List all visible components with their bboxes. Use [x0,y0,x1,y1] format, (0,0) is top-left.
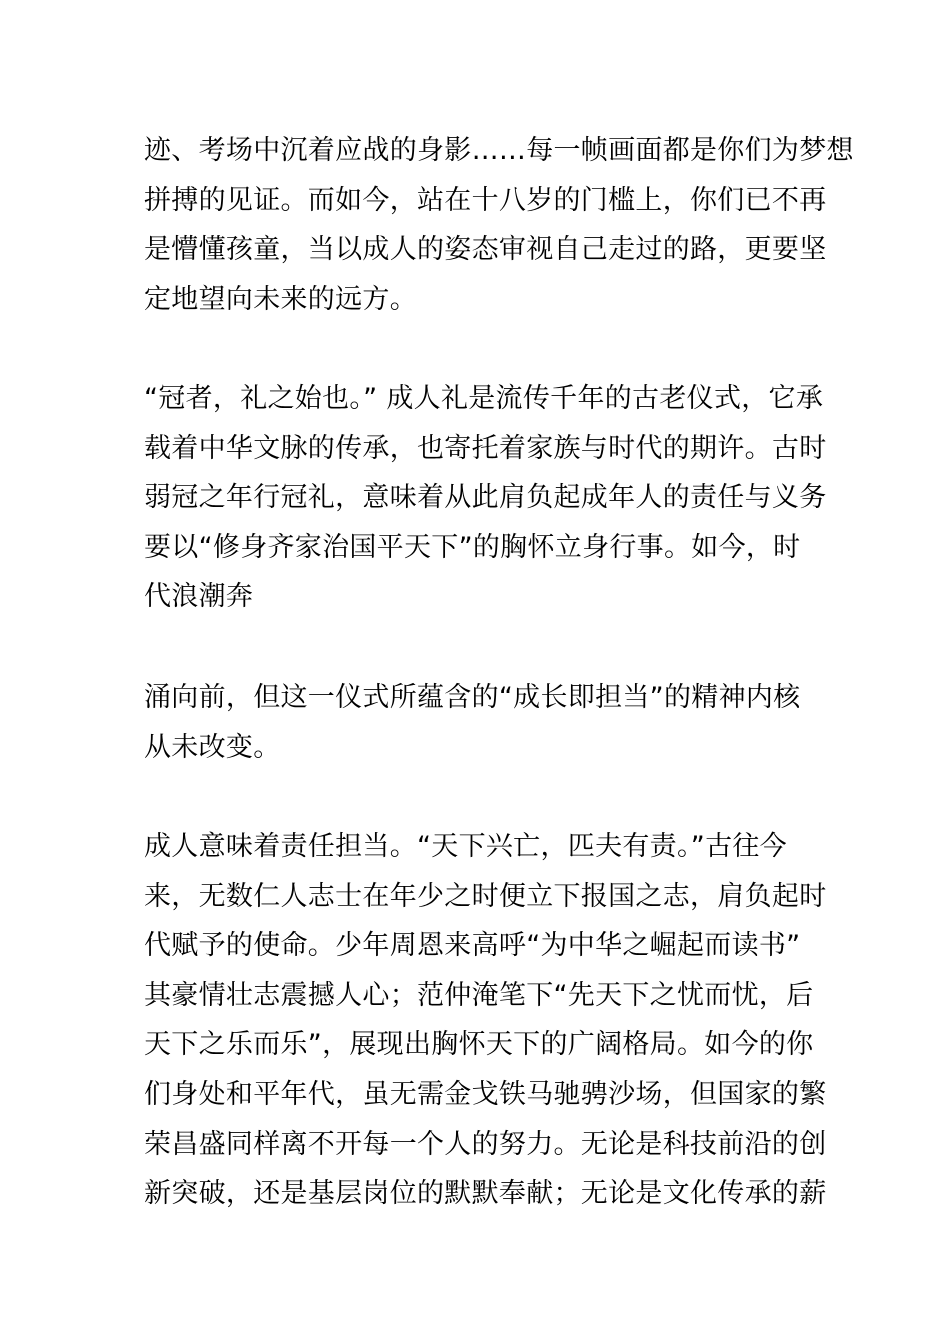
text-line: 从未改变。 [144,731,281,763]
text-line: 成人意味着责任担当。“天下兴亡，匹夫有责。”古往今 [144,831,787,862]
text-line: 代赋予的使命。少年周恩来高呼“为中华之崛起而读书” [144,930,801,962]
text-line: 天下之乐而乐”，展现出胸怀天下的广阔格局。如今的你 [144,1029,814,1061]
paragraph-4 [144,822,827,1219]
text-line: 拼搏的见证。而如今，站在十八岁的门槛上，你们已不再 [144,184,827,216]
text-line: 迹、考场中沉着应战的身影……每一帧画面都是你们为梦想 [144,135,854,166]
text-line: 涌向前，但这一仪式所蕴含的“成长即担当”的精神内核 [144,682,801,713]
paragraph-3 [144,673,824,772]
paragraph-1 [144,126,854,324]
text-line: 定地望向未来的远方。 [144,283,417,315]
text-line: 其豪情壮志震撼人心；范仲淹笔下“先天下之忧而忧，后 [144,979,814,1011]
text-line: “冠者，礼之始也。” 成人礼是流传千年的古老仪式，它承 [144,383,824,414]
text-line: 们身处和平年代，虽无需金戈铁马驰骋沙场，但国家的繁 [144,1078,827,1110]
text-line: 弱冠之年行冠礼，意味着从此肩负起成年人的责任与义务 [144,482,827,514]
text-line: 载着中华文脉的传承，也寄托着家族与时代的期许。古时 [144,432,827,464]
paragraph-2 [144,374,827,622]
text-line: 荣昌盛同样离不开每一个人的努力。无论是科技前沿的创 [144,1128,827,1160]
text-line: 来，无数仁人志士在年少之时便立下报国之志，肩负起时 [144,880,827,912]
text-line: 代浪潮奔 [144,581,254,613]
text-line: 是懵懂孩童，当以成人的姿态审视自己走过的路，更要坚 [144,234,827,266]
text-line: 要以“修身齐家治国平天下”的胸怀立身行事。如今，时 [144,531,801,563]
text-line: 新突破，还是基层岗位的默默奉献；无论是文化传承的薪 [144,1178,827,1210]
